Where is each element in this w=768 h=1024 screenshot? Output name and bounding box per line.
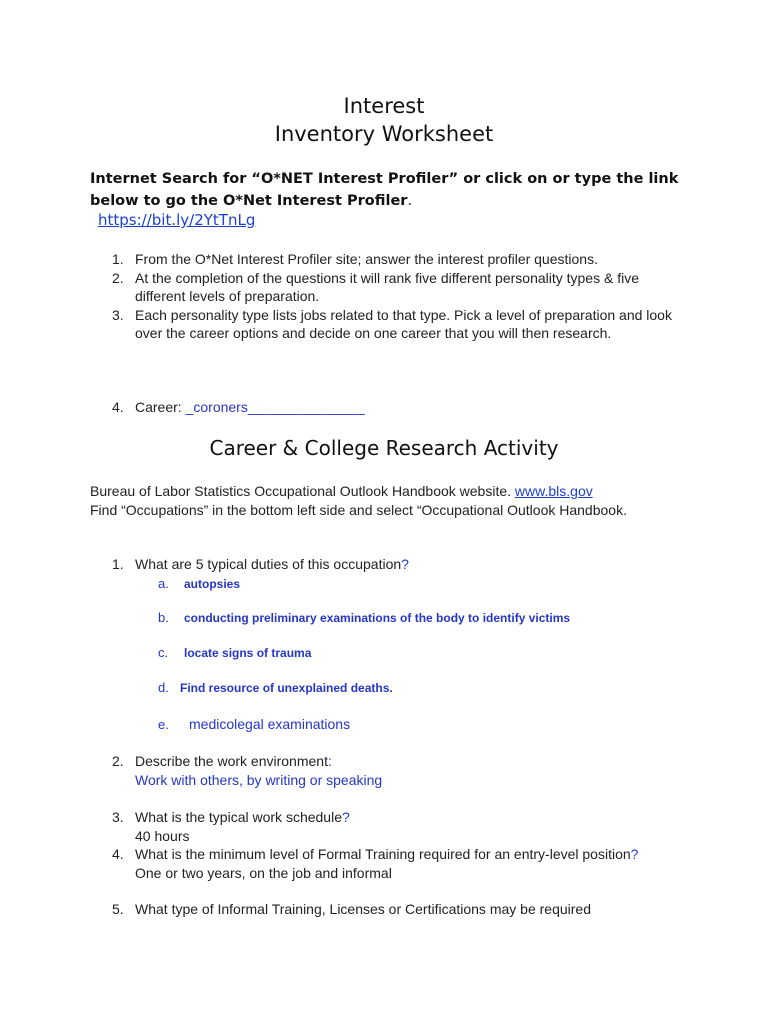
- list-item: [90, 555, 690, 574]
- question-5: [90, 900, 690, 919]
- bls-text: Bureau of Labor Statistics Occupational Outlook Handbook website.: [90, 483, 515, 499]
- steps-list: [90, 250, 690, 343]
- list-item: [90, 250, 690, 269]
- list-item: [90, 752, 690, 789]
- list-item: [90, 845, 690, 882]
- question-number: 1.: [112, 556, 124, 572]
- question-text: What type of Informal Training, Licenses or Certifications may be required: [135, 901, 591, 917]
- career-line: [90, 398, 690, 417]
- question-mark: :: [327, 753, 332, 769]
- bls-instructions: [90, 482, 680, 519]
- question-answer: Work with others, by writing or speaking: [135, 771, 383, 788]
- title-inventory-worksheet: Inventory Worksheet: [274, 122, 494, 146]
- list-item: [90, 398, 690, 417]
- question-number: 4.: [112, 846, 124, 862]
- duty-answer: conducting preliminary examinations of the body to identify victims: [184, 611, 571, 625]
- duty-answer: locate signs of trauma: [184, 646, 312, 660]
- duty-letter: d.: [158, 680, 169, 695]
- duty-answer: autopsies: [184, 577, 241, 591]
- career-label: Career:: [135, 399, 186, 415]
- question-number: 5.: [112, 901, 124, 917]
- list-item: [90, 306, 690, 343]
- list-item: [90, 808, 690, 845]
- bls-link[interactable]: www.bls.gov: [514, 483, 593, 499]
- career-value: _coroners_______________: [185, 399, 365, 415]
- title-interest: Interest: [343, 94, 425, 118]
- step-text: Each personality type lists jobs related to that type. Pick a level of preparation and look over the career options and decide on one career that you will then research.: [135, 306, 672, 341]
- duty-item: [158, 610, 570, 625]
- question-4: [90, 845, 690, 882]
- question-1: [90, 555, 690, 574]
- question-mark: ?: [341, 809, 350, 825]
- question-text: What are 5 typical duties of this occupation: [135, 556, 402, 572]
- question-mark: ?: [401, 556, 409, 572]
- question-text: What is the typical work schedule: [135, 809, 342, 825]
- question-answer: 40 hours: [135, 827, 190, 844]
- question-3: [90, 808, 690, 845]
- bls-text-2: Find “Occupations” in the bottom left side and select “Occupational Outlook Handbook.: [90, 501, 627, 518]
- duty-letter: e.: [158, 717, 169, 732]
- question-number: 2.: [112, 753, 124, 769]
- intro-period: .: [407, 193, 413, 209]
- list-item: [90, 269, 690, 306]
- duty-answer: medicolegal examinations: [189, 716, 351, 732]
- step-number: 1.: [112, 251, 124, 267]
- step-text: From the O*Net Interest Profiler site; answer the interest profiler questions.: [135, 251, 598, 267]
- question-2: [90, 752, 690, 789]
- section-title: Career & College Research Activity: [209, 436, 559, 460]
- question-answer: One or two years, on the job and informal: [135, 864, 392, 881]
- intro-text: Internet Search for “O*NET Interest Profiler” or click on or type the link below to go the O*Net Interest Profiler: [90, 171, 679, 209]
- intro-instructions: [90, 168, 700, 212]
- list-item: [90, 900, 690, 919]
- duty-item: [158, 680, 393, 695]
- duty-answer: Find resource of unexplained deaths.: [180, 681, 393, 695]
- duty-item: [158, 576, 240, 591]
- duty-letter: c.: [158, 645, 169, 660]
- question-text: What is the minimum level of Formal Training required for an entry-level position: [135, 846, 631, 862]
- duty-letter: b.: [158, 610, 169, 625]
- step-number: 3.: [112, 306, 124, 323]
- question-number: 3.: [112, 809, 124, 825]
- duty-letter: a.: [158, 576, 169, 591]
- onet-profiler-link[interactable]: https://bit.ly/2YtTnLg: [98, 211, 256, 229]
- duty-item: [158, 716, 350, 732]
- career-number: 4.: [112, 399, 124, 415]
- question-text: Describe the work environment: [135, 753, 328, 769]
- step-number: 2.: [112, 269, 124, 286]
- duty-item: [158, 645, 311, 660]
- step-text: At the completion of the questions it will rank five different personality types & five different levels of preparation.: [135, 269, 639, 304]
- question-mark: ?: [630, 846, 639, 862]
